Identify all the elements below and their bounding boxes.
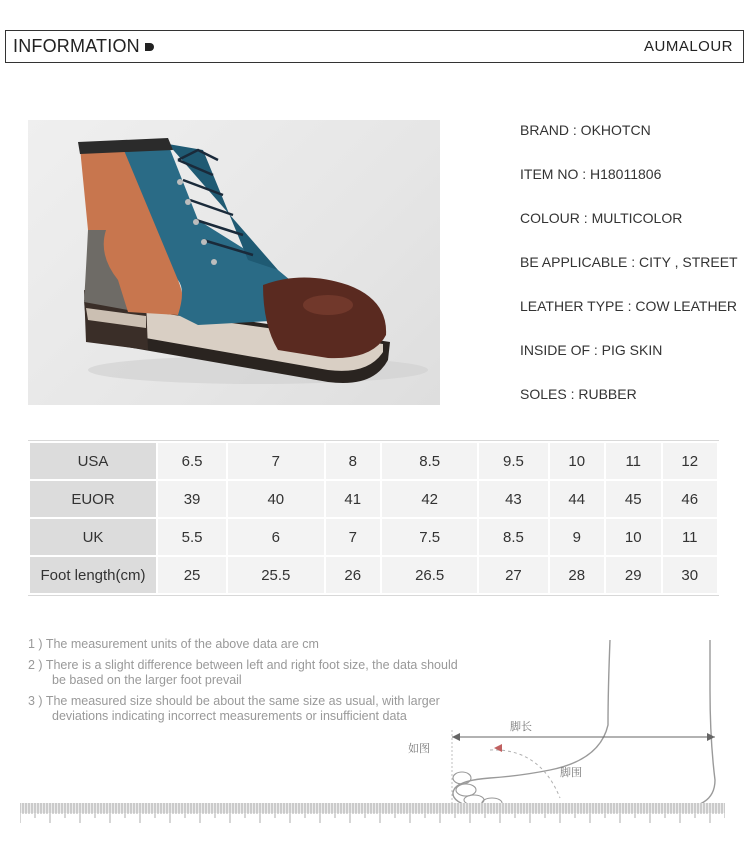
- size-cell: 39: [158, 481, 226, 517]
- note-text-continued: be based on the larger foot prevail: [52, 673, 242, 687]
- info-header: [5, 30, 744, 63]
- size-cell: 10: [606, 519, 661, 555]
- size-row-uk: [30, 519, 717, 555]
- spec-item-no: ITEM NO : H18011806: [520, 166, 662, 182]
- size-cell: 25.5: [228, 557, 323, 593]
- spec-brand: BRAND : OKHOTCN: [520, 122, 651, 138]
- size-cell: 8.5: [382, 443, 477, 479]
- foot-measure-diagram: [370, 630, 745, 815]
- size-cell: 28: [550, 557, 605, 593]
- size-cell: 41: [326, 481, 381, 517]
- bullet-icon: [144, 42, 154, 52]
- size-cell: 6.5: [158, 443, 226, 479]
- size-cell: 12: [663, 443, 718, 479]
- size-cell: 40: [228, 481, 323, 517]
- size-cell: 27: [479, 557, 547, 593]
- figure-label: 如图: [408, 742, 430, 755]
- size-cell: 46: [663, 481, 718, 517]
- spec-leather-type: LEATHER TYPE : COW LEATHER: [520, 298, 738, 314]
- size-cell: 9.5: [479, 443, 547, 479]
- size-cell: 10: [550, 443, 605, 479]
- size-cell: 42: [382, 481, 477, 517]
- size-cell: 43: [479, 481, 547, 517]
- spec-list: [520, 119, 738, 427]
- foot-outline: [453, 640, 715, 808]
- size-row-euor: [30, 481, 717, 517]
- size-cell: 8: [326, 443, 381, 479]
- row-header: UK: [30, 519, 156, 555]
- size-cell: 5.5: [158, 519, 226, 555]
- size-cell: 45: [606, 481, 661, 517]
- length-label: 脚长: [510, 720, 532, 733]
- note-text: The measured size should be about the same size as usual, with larger: [45, 694, 440, 708]
- size-row-foot-length: [30, 557, 717, 593]
- note-number: 3 ): [28, 694, 43, 708]
- row-header: EUOR: [30, 481, 156, 517]
- size-cell: 9: [550, 519, 605, 555]
- size-cell: 7: [228, 443, 323, 479]
- size-cell: 44: [550, 481, 605, 517]
- spec-colour: COLOUR : MULTICOLOR: [520, 210, 683, 226]
- girth-label: 脚围: [560, 766, 582, 779]
- boot-image: [28, 120, 440, 405]
- size-chart-table: [28, 440, 719, 596]
- size-row-usa: [30, 443, 717, 479]
- size-cell: 29: [606, 557, 661, 593]
- size-cell: 7: [326, 519, 381, 555]
- row-header: USA: [30, 443, 156, 479]
- size-cell: 7.5: [382, 519, 477, 555]
- note-number: 2 ): [28, 658, 43, 672]
- size-cell: 6: [228, 519, 323, 555]
- ruler: [20, 803, 725, 825]
- product-photo: [28, 120, 440, 405]
- brand-name: AUMALOUR: [643, 38, 733, 55]
- row-header: Foot length(cm): [30, 557, 156, 593]
- size-cell: 11: [663, 519, 718, 555]
- spec-inside: INSIDE OF : PIG SKIN: [520, 342, 663, 358]
- size-cell: 11: [606, 443, 661, 479]
- spec-applicable: BE APPLICABLE : CITY , STREET: [520, 254, 738, 270]
- spec-soles: SOLES : RUBBER: [520, 386, 637, 402]
- size-cell: 25: [158, 557, 226, 593]
- note-text-continued: deviations indicating incorrect measurements or insufficient data: [52, 709, 407, 723]
- size-cell: 26.5: [382, 557, 477, 593]
- size-cell: 26: [326, 557, 381, 593]
- section-title: INFORMATION: [13, 36, 140, 56]
- size-cell: 30: [663, 557, 718, 593]
- note-text: There is a slight difference between left and right foot size, the data should: [45, 658, 458, 672]
- header-left: [13, 36, 154, 57]
- note-number: 1 ): [28, 637, 43, 651]
- size-cell: 8.5: [479, 519, 547, 555]
- note-text: The measurement units of the above data are cm: [45, 637, 319, 651]
